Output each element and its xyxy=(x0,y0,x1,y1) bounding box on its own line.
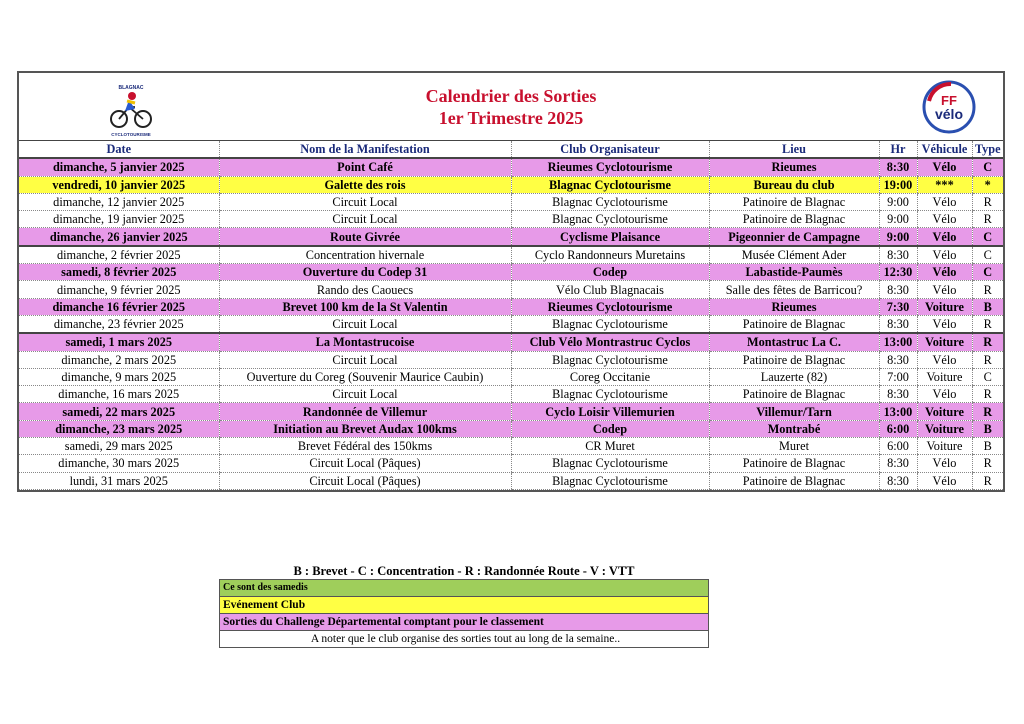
table-row xyxy=(19,298,1003,315)
place-cell: Patinoire de Blagnac xyxy=(709,193,879,210)
event-cell: Initiation au Brevet Audax 100kms xyxy=(219,420,511,437)
table-row xyxy=(19,438,1003,455)
event-cell: Brevet 100 km de la St Valentin xyxy=(219,298,511,315)
club-cell: Cyclo Randonneurs Muretains xyxy=(511,246,709,264)
place-cell: Rieumes xyxy=(709,158,879,176)
svg-text:FF: FF xyxy=(941,93,957,108)
place-cell: Patinoire de Blagnac xyxy=(709,472,879,489)
table-header-row xyxy=(19,141,1003,158)
club-cell: Codep xyxy=(511,264,709,281)
time-cell: 9:00 xyxy=(879,193,917,210)
time-cell: 8:30 xyxy=(879,315,917,333)
time-cell: 8:30 xyxy=(879,158,917,176)
time-cell: 6:00 xyxy=(879,438,917,455)
table-row xyxy=(19,455,1003,472)
club-cell: CR Muret xyxy=(511,438,709,455)
date-cell: dimanche, 9 février 2025 xyxy=(19,281,219,298)
table-row xyxy=(19,368,1003,385)
table-row xyxy=(19,176,1003,193)
svg-text:BLAGNAC: BLAGNAC xyxy=(118,85,144,91)
event-cell: Rando des Caouecs xyxy=(219,281,511,298)
event-cell: La Montastrucoise xyxy=(219,333,511,351)
type-cell: C xyxy=(972,158,1003,176)
event-cell: Galette des rois xyxy=(219,176,511,193)
time-cell: 8:30 xyxy=(879,246,917,264)
place-cell: Labastide-Paumès xyxy=(709,264,879,281)
vehicle-cell: Voiture xyxy=(917,438,972,455)
table-row xyxy=(19,281,1003,298)
place-cell: Lauzerte (82) xyxy=(709,368,879,385)
calendar-sheet xyxy=(17,71,1005,492)
vehicle-cell: Vélo xyxy=(917,455,972,472)
time-cell: 7:00 xyxy=(879,368,917,385)
time-cell: 8:30 xyxy=(879,472,917,489)
event-cell: Circuit Local xyxy=(219,351,511,368)
col-header-date: Date xyxy=(19,141,219,158)
date-cell: dimanche, 16 mars 2025 xyxy=(19,386,219,403)
table-row xyxy=(19,386,1003,403)
col-header-time: Hr xyxy=(879,141,917,158)
place-cell: Patinoire de Blagnac xyxy=(709,211,879,228)
vehicle-cell: Vélo xyxy=(917,386,972,403)
vehicle-cell: Vélo xyxy=(917,228,972,246)
club-cell: Coreg Occitanie xyxy=(511,368,709,385)
col-header-club: Club Organisateur xyxy=(511,141,709,158)
vehicle-cell: Vélo xyxy=(917,472,972,489)
col-header-event: Nom de la Manifestation xyxy=(219,141,511,158)
time-cell: 8:30 xyxy=(879,386,917,403)
legend-green: Ce sont des samedis xyxy=(219,579,709,596)
date-cell: dimanche, 23 mars 2025 xyxy=(19,420,219,437)
date-cell: dimanche, 5 janvier 2025 xyxy=(19,158,219,176)
legend-note: A noter que le club organise des sorties tout au long de la semaine.. xyxy=(219,630,709,648)
club-cell: Blagnac Cyclotourisme xyxy=(511,315,709,333)
place-cell: Muret xyxy=(709,438,879,455)
time-cell: 13:00 xyxy=(879,333,917,351)
type-cell: R xyxy=(972,455,1003,472)
club-cell: Club Vélo Montrastruc Cyclos xyxy=(511,333,709,351)
time-cell: 8:30 xyxy=(879,455,917,472)
col-header-place: Lieu xyxy=(709,141,879,158)
calendar-table xyxy=(19,141,1003,490)
legend-pink: Sorties du Challenge Départemental comptant pour le classement xyxy=(219,613,709,630)
time-cell: 13:00 xyxy=(879,403,917,420)
vehicle-cell: Vélo xyxy=(917,315,972,333)
club-cell: Codep xyxy=(511,420,709,437)
time-cell: 19:00 xyxy=(879,176,917,193)
svg-text:CYCLOTOURISME: CYCLOTOURISME xyxy=(111,132,151,137)
place-cell: Musée Clément Ader xyxy=(709,246,879,264)
place-cell: Patinoire de Blagnac xyxy=(709,386,879,403)
date-cell: dimanche, 23 février 2025 xyxy=(19,315,219,333)
place-cell: Salle des fêtes de Barricou? xyxy=(709,281,879,298)
club-cell: Rieumes Cyclotourisme xyxy=(511,298,709,315)
type-cell: C xyxy=(972,264,1003,281)
event-cell: Circuit Local (Pâques) xyxy=(219,472,511,489)
date-cell: samedi, 22 mars 2025 xyxy=(19,403,219,420)
date-cell: samedi, 8 février 2025 xyxy=(19,264,219,281)
table-row xyxy=(19,403,1003,420)
event-cell: Route Givrée xyxy=(219,228,511,246)
club-cell: Blagnac Cyclotourisme xyxy=(511,455,709,472)
club-cell: Blagnac Cyclotourisme xyxy=(511,193,709,210)
event-cell: Ouverture du Codep 31 xyxy=(219,264,511,281)
event-cell: Ouverture du Coreg (Souvenir Maurice Caubin) xyxy=(219,368,511,385)
legend-yellow: Evénement Club xyxy=(219,596,709,613)
type-cell: R xyxy=(972,211,1003,228)
date-cell: dimanche, 2 février 2025 xyxy=(19,246,219,264)
date-cell: dimanche, 12 janvier 2025 xyxy=(19,193,219,210)
type-cell: R xyxy=(972,403,1003,420)
date-cell: samedi, 1 mars 2025 xyxy=(19,333,219,351)
type-cell: B xyxy=(972,420,1003,437)
type-cell: R xyxy=(972,472,1003,489)
date-cell: dimanche 16 février 2025 xyxy=(19,298,219,315)
table-row xyxy=(19,193,1003,210)
type-cell: R xyxy=(972,386,1003,403)
club-cell: Blagnac Cyclotourisme xyxy=(511,386,709,403)
time-cell: 12:30 xyxy=(879,264,917,281)
place-cell: Montrabé xyxy=(709,420,879,437)
type-cell: B xyxy=(972,438,1003,455)
col-header-vehicle: Véhicule xyxy=(917,141,972,158)
event-cell: Circuit Local xyxy=(219,315,511,333)
table-row xyxy=(19,264,1003,281)
calendar-body xyxy=(19,158,1003,489)
table-row xyxy=(19,158,1003,176)
place-cell: Patinoire de Blagnac xyxy=(709,351,879,368)
place-cell: Patinoire de Blagnac xyxy=(709,455,879,472)
event-cell: Circuit Local xyxy=(219,386,511,403)
legend-type-codes: B : Brevet - C : Concentration - R : Randonnée Route - V : VTT xyxy=(293,564,635,578)
vehicle-cell: Voiture xyxy=(917,368,972,385)
type-cell: * xyxy=(972,176,1003,193)
club-cell: Blagnac Cyclotourisme xyxy=(511,351,709,368)
club-cell: Rieumes Cyclotourisme xyxy=(511,158,709,176)
club-cell: Vélo Club Blagnacais xyxy=(511,281,709,298)
event-cell: Circuit Local (Pâques) xyxy=(219,455,511,472)
date-cell: lundi, 31 mars 2025 xyxy=(19,472,219,489)
club-cell: Blagnac Cyclotourisme xyxy=(511,211,709,228)
event-cell: Circuit Local xyxy=(219,211,511,228)
type-cell: R xyxy=(972,333,1003,351)
club-cell: Cyclisme Plaisance xyxy=(511,228,709,246)
calendar-header xyxy=(19,73,1003,141)
event-cell: Randonnée de Villemur xyxy=(219,403,511,420)
date-cell: dimanche, 19 janvier 2025 xyxy=(19,211,219,228)
vehicle-cell: Vélo xyxy=(917,351,972,368)
svg-text:vélo: vélo xyxy=(934,106,964,122)
ffvelo-logo xyxy=(921,79,977,135)
place-cell: Villemur/Tarn xyxy=(709,403,879,420)
type-cell: C xyxy=(972,246,1003,264)
vehicle-cell: Vélo xyxy=(917,211,972,228)
type-cell: R xyxy=(972,193,1003,210)
date-cell: dimanche, 26 janvier 2025 xyxy=(19,228,219,246)
vehicle-cell: Voiture xyxy=(917,333,972,351)
legend xyxy=(219,563,709,648)
date-cell: vendredi, 10 janvier 2025 xyxy=(19,176,219,193)
place-cell: Rieumes xyxy=(709,298,879,315)
type-cell: R xyxy=(972,351,1003,368)
col-header-type: Type xyxy=(972,141,1003,158)
type-cell: C xyxy=(972,368,1003,385)
event-cell: Point Café xyxy=(219,158,511,176)
time-cell: 9:00 xyxy=(879,228,917,246)
club-cell: Blagnac Cyclotourisme xyxy=(511,472,709,489)
date-cell: dimanche, 30 mars 2025 xyxy=(19,455,219,472)
table-row xyxy=(19,211,1003,228)
type-cell: R xyxy=(972,315,1003,333)
vehicle-cell: Vélo xyxy=(917,281,972,298)
place-cell: Bureau du club xyxy=(709,176,879,193)
page-subtitle: 1er Trimestre 2025 xyxy=(438,108,584,128)
place-cell: Montastruc La C. xyxy=(709,333,879,351)
vehicle-cell: Vélo xyxy=(917,264,972,281)
table-row xyxy=(19,333,1003,351)
date-cell: dimanche, 2 mars 2025 xyxy=(19,351,219,368)
table-row xyxy=(19,472,1003,489)
event-cell: Circuit Local xyxy=(219,193,511,210)
place-cell: Pigeonnier de Campagne xyxy=(709,228,879,246)
date-cell: dimanche, 9 mars 2025 xyxy=(19,368,219,385)
table-row xyxy=(19,246,1003,264)
date-cell: samedi, 29 mars 2025 xyxy=(19,438,219,455)
vehicle-cell: Vélo xyxy=(917,246,972,264)
time-cell: 7:30 xyxy=(879,298,917,315)
time-cell: 6:00 xyxy=(879,420,917,437)
table-row xyxy=(19,228,1003,246)
vehicle-cell: Vélo xyxy=(917,193,972,210)
club-cell: Blagnac Cyclotourisme xyxy=(511,176,709,193)
vehicle-cell: Voiture xyxy=(917,420,972,437)
type-cell: R xyxy=(972,281,1003,298)
event-cell: Concentration hivernale xyxy=(219,246,511,264)
vehicle-cell: Vélo xyxy=(917,158,972,176)
place-cell: Patinoire de Blagnac xyxy=(709,315,879,333)
type-cell: C xyxy=(972,228,1003,246)
vehicle-cell: Voiture xyxy=(917,403,972,420)
time-cell: 9:00 xyxy=(879,211,917,228)
time-cell: 8:30 xyxy=(879,351,917,368)
table-row xyxy=(19,420,1003,437)
page-title: Calendrier des Sorties xyxy=(425,86,597,106)
club-cell: Cyclo Loisir Villemurien xyxy=(511,403,709,420)
vehicle-cell: Voiture xyxy=(917,298,972,315)
event-cell: Brevet Fédéral des 150kms xyxy=(219,438,511,455)
table-row xyxy=(19,351,1003,368)
table-row xyxy=(19,315,1003,333)
type-cell: B xyxy=(972,298,1003,315)
vehicle-cell: *** xyxy=(917,176,972,193)
time-cell: 8:30 xyxy=(879,281,917,298)
